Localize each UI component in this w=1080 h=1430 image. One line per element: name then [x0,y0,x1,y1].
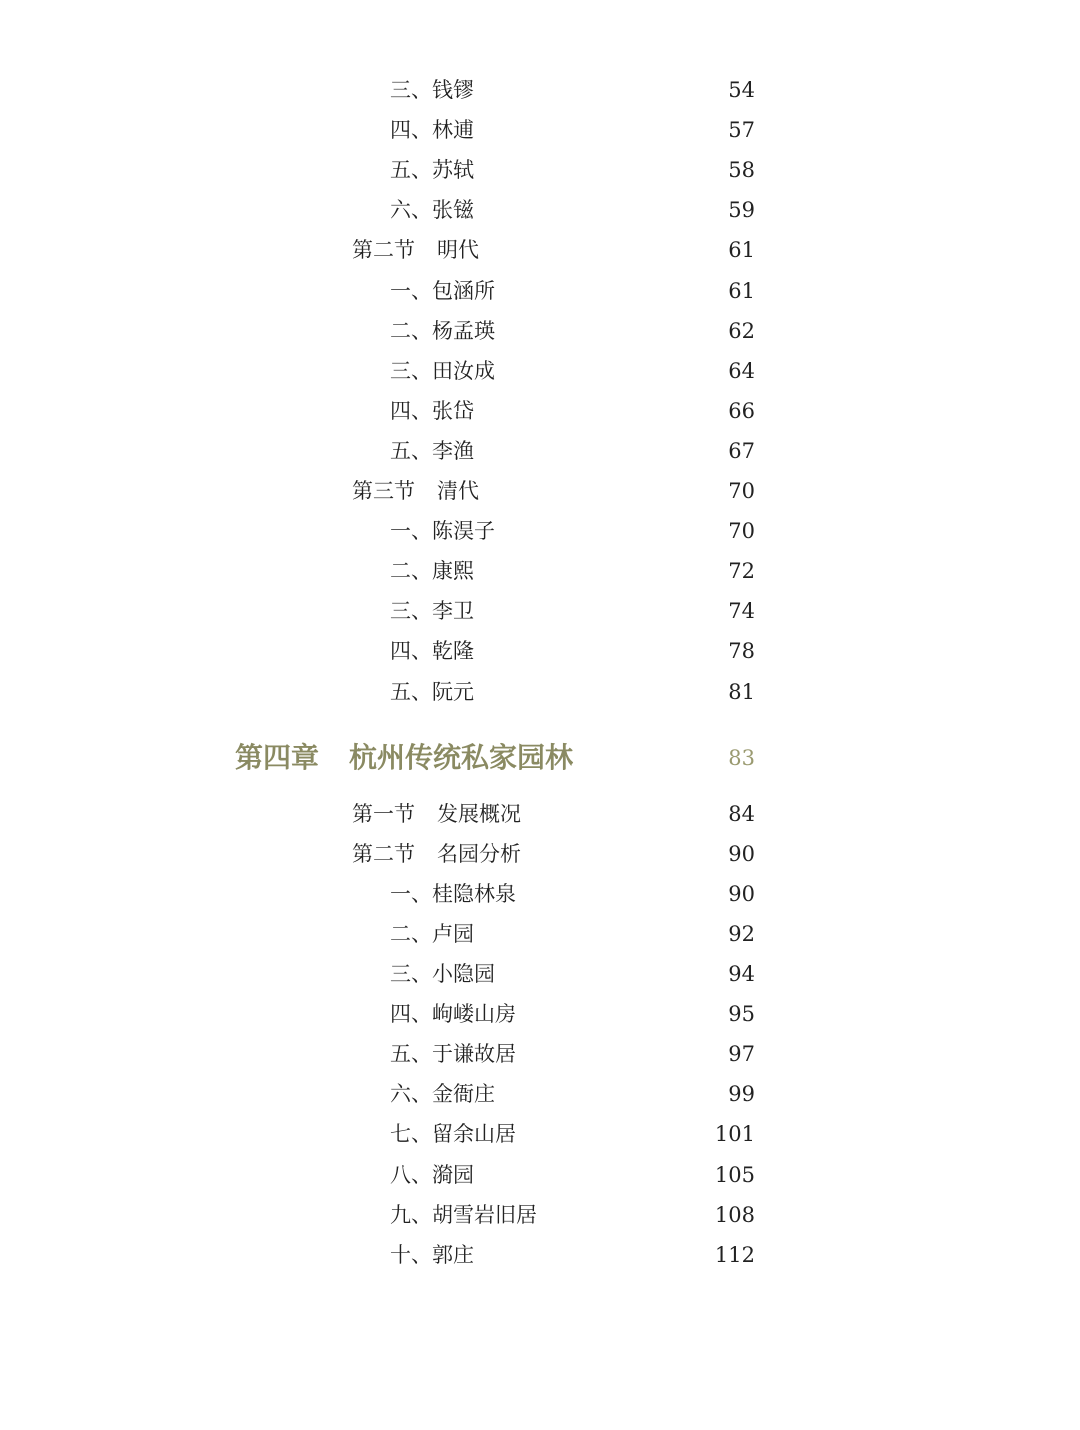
toc-entry-item [0,551,1080,591]
item-title-text: 三、钱镠 [390,78,474,102]
item-title-text: 十、郭庄 [390,1242,474,1267]
item-title [390,150,474,190]
item-title-text: 七、留余山居 [390,1122,516,1147]
toc-entry-chapter [0,733,1080,783]
chapter-title-text: 杭州传统私家园林 [349,740,574,774]
item-title [390,672,474,712]
page-number: 74 [728,599,755,624]
page-number: 61 [728,238,755,263]
page-number: 61 [728,278,755,303]
page-number: 59 [728,198,755,223]
toc-entry-item [0,150,1080,190]
item-title-text: 四、张岱 [390,398,474,423]
item-title [390,190,474,230]
page-number: 90 [728,841,755,866]
toc-entry-section [0,230,1080,270]
toc-entry-item [0,591,1080,631]
section-number: 第三节 [352,479,415,503]
toc-entry-item [0,631,1080,671]
item-title [390,311,495,351]
toc-entry-item [0,1235,1080,1275]
toc-entry-item [0,110,1080,150]
item-title-text: 四、林逋 [390,118,474,143]
toc-entry-item [0,954,1080,994]
page-number: 99 [728,1082,755,1107]
toc-entry-item [0,1195,1080,1235]
item-title [390,1235,474,1275]
page-number: 58 [728,158,755,183]
section-title [352,794,521,834]
item-title [390,631,474,671]
section-title-text: 名园分析 [437,841,521,866]
item-title-text: 四、岣嵝山房 [390,1002,516,1027]
toc-entry-item [0,1034,1080,1074]
item-title-text: 二、康熙 [390,559,474,584]
item-title [390,351,495,391]
item-title-text: 五、苏轼 [390,158,474,183]
toc-entry-item [0,874,1080,914]
toc-entry-item [0,994,1080,1034]
item-title-text: 八、漪园 [390,1162,474,1187]
page-number: 67 [728,438,755,463]
page-number: 101 [714,1122,755,1147]
item-title-text: 六、金衙庄 [390,1082,495,1107]
item-title-text: 一、陈淏子 [390,519,495,544]
page-number: 97 [728,1042,755,1067]
item-title [390,511,495,551]
toc-entry-item [0,672,1080,712]
page-number: 112 [714,1242,755,1267]
toc-entry-item [0,1155,1080,1195]
page-number: 62 [728,318,755,343]
page-number: 64 [728,358,755,383]
item-title-text: 五、李渔 [390,438,474,463]
toc-entry-item [0,431,1080,471]
item-title-text: 九、胡雪岩旧居 [390,1202,537,1227]
item-title [390,1114,516,1154]
item-title [390,431,474,471]
section-title [352,230,479,270]
item-title [390,1034,516,1074]
section-number: 第一节 [352,801,415,826]
page-number: 95 [728,1002,755,1027]
page-number: 105 [714,1162,755,1187]
item-title [390,391,474,431]
item-title [390,994,516,1034]
toc-entry-item [0,271,1080,311]
toc-entry-item [0,351,1080,391]
toc-entry-item [0,914,1080,954]
page-number: 70 [728,479,755,503]
item-title-text: 一、桂隐林泉 [390,881,516,906]
item-title [390,70,474,110]
page-number: 90 [728,881,755,906]
page-number: 108 [714,1202,755,1227]
page-number: 72 [728,559,755,584]
section-title-text: 明代 [437,238,479,263]
page-number: 81 [728,679,755,704]
item-title [390,914,474,954]
item-title [390,954,495,994]
item-title-text: 二、卢园 [390,921,474,946]
page-number: 66 [728,398,755,423]
item-title-text: 四、乾隆 [390,639,474,664]
chapter-number: 第四章 [235,740,320,774]
page-number: 92 [728,921,755,946]
page-number: 54 [728,78,755,102]
page-number: 84 [728,801,755,826]
toc-entry-item [0,311,1080,351]
item-title [390,1074,495,1114]
toc-entry-item [0,1114,1080,1154]
section-title-text: 清代 [437,479,479,503]
toc-entry-section [0,834,1080,874]
section-number: 第二节 [352,841,415,866]
page-number: 94 [728,962,755,986]
page-number: 70 [728,519,755,544]
toc-entry-section [0,471,1080,511]
item-title-text: 三、田汝成 [390,358,495,383]
item-title [390,271,495,311]
item-title-text: 二、杨孟瑛 [390,318,495,343]
toc-entry-section [0,794,1080,834]
item-title-text: 五、于谦故居 [390,1042,516,1067]
toc-entry-item [0,511,1080,551]
item-title-text: 五、阮元 [390,679,474,704]
item-title [390,110,474,150]
item-title-text: 三、李卫 [390,599,474,624]
item-title [390,874,516,914]
section-title-text: 发展概况 [437,801,521,826]
item-title-text: 三、小隐园 [390,962,495,986]
item-title [390,551,474,591]
item-title [390,591,474,631]
item-title [390,1155,474,1195]
item-title [390,1195,537,1235]
toc-entry-item [0,391,1080,431]
item-title-text: 一、包涵所 [390,278,495,303]
page-number: 78 [728,639,755,664]
toc-entry-item [0,70,1080,110]
toc-entry-item [0,190,1080,230]
page-number: 57 [728,118,755,143]
page-number: 83 [728,745,755,770]
toc-entry-item [0,1074,1080,1114]
section-number: 第二节 [352,238,415,263]
section-title [352,834,521,874]
section-title [352,471,479,511]
item-title-text: 六、张镃 [390,198,474,223]
chapter-title [235,733,573,783]
